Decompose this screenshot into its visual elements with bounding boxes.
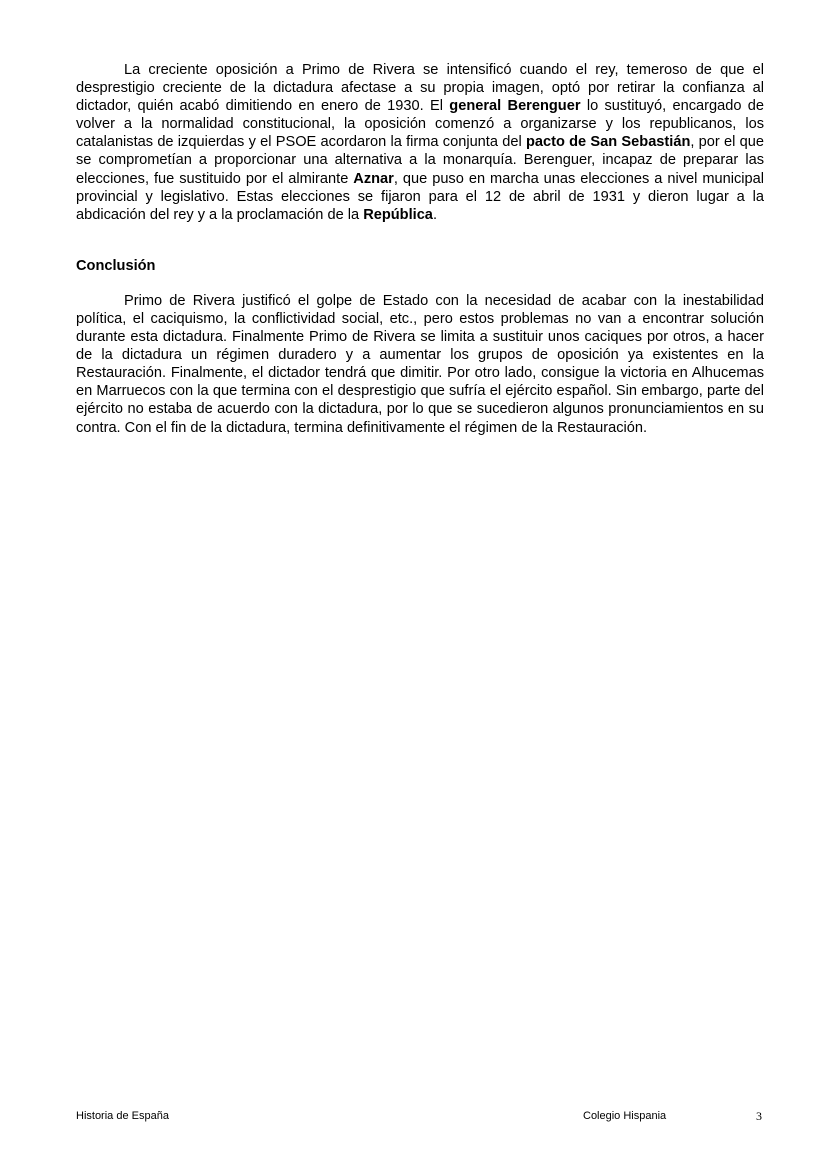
page-number: 3 [756, 1109, 762, 1123]
footer-subject: Historia de España [76, 1110, 169, 1122]
paragraph-conclusion: Primo de Rivera justificó el golpe de Estado con la necesidad de acabar con la inestabilidad política, el caciquismo, la conflictividad social, etc., pero estos problemas no van a encontrar solución durante esta dictadura. Finalmente Primo de Rivera se limita a sustituir unos caciques por otros, a hacer de la dictadura un régimen duradero y a aumentar los grupos de oposición ya existentes en la Restauración. Finalmente, el dictador tendrá que dimitir. Por otro lado, consigue la victoria en Alhucemas en Marruecos con la que termina con el desprestigio que sufría el ejército español. Sin embargo, parte del ejército no estaba de acuerdo con la dictadura, por lo que se sucedieron algunos pronunciamientos en su contra. Con el fin de la dictadura, termina definitivamente el régimen de la Restauración. [76, 292, 764, 436]
page-footer [76, 1109, 762, 1123]
paragraph-opposition [76, 61, 764, 224]
conclusion-heading: Conclusión [76, 257, 156, 274]
paragraph-text: lo sustituyó, encargado de volver a la normalidad constitucional, la oposición comenzó a organizarse y los republicanos, los catalanistas de izquierdas y el PSOE acordaron la firma conjunta del [76, 98, 764, 151]
bold-general-berenguer: general Berenguer [449, 98, 581, 115]
page-content [76, 61, 764, 437]
bold-pacto-san-sebastian: pacto de San Sebastián [525, 134, 691, 151]
paragraph-text: . [432, 206, 437, 223]
paragraph-text: , por el que se comprometían a proporcionar una alternativa a la monarquía. Berenguer, incapaz de preparar las elecciones, fue sustituido por el almirante [76, 134, 764, 187]
paragraph-text: La creciente oposición a Primo de Rivera se intensificó cuando el rey, temeroso de que el desprestigio creciente de la dictadura afectase a su propia imagen, optó por retirar la confianza al dictador, quién acabó dimitiendo en enero de 1930. El [76, 62, 764, 115]
bold-aznar: Aznar [353, 170, 394, 187]
footer-school: Colegio Hispania [583, 1110, 667, 1122]
bold-republica: República [363, 206, 433, 223]
paragraph-text: , que puso en marcha unas elecciones a nivel municipal provincial y legislativo. Estas elecciones se fijaron para el 12 de abril de 1931 y dieron lugar a la abdicación del rey y a la proclamación de la [76, 170, 764, 223]
